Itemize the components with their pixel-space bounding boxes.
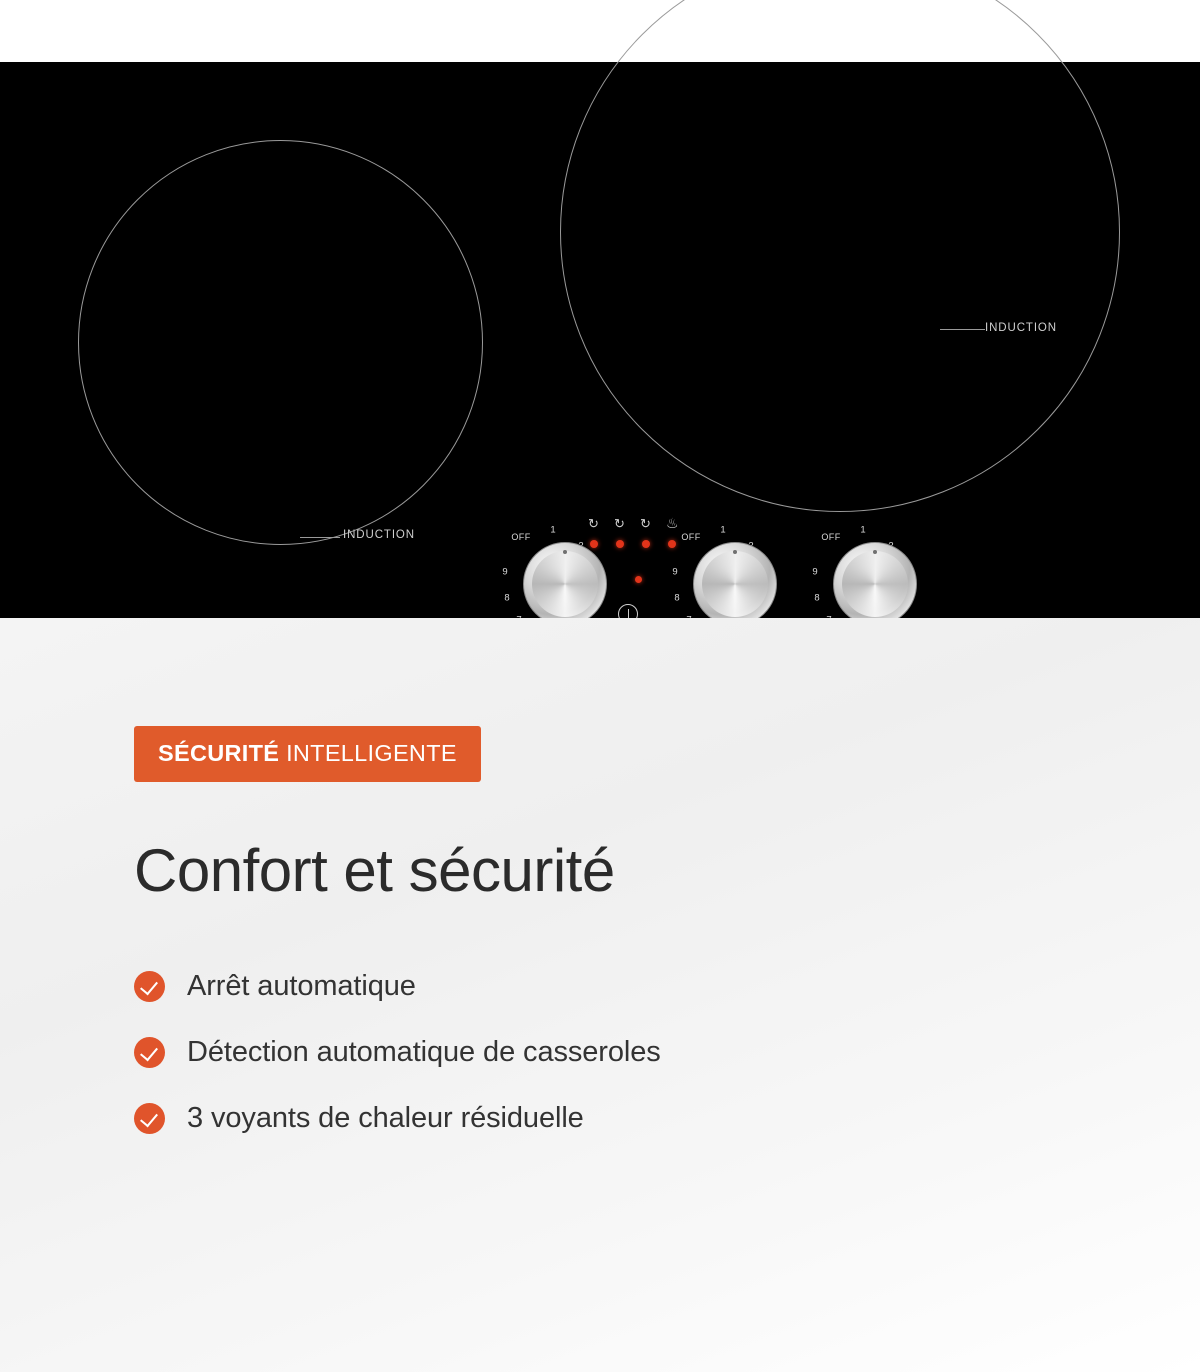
feature-list — [134, 970, 1034, 1168]
feature-label: Détection automatique de casseroles — [187, 1036, 661, 1068]
knob-right-pointer — [873, 550, 877, 554]
knob-left-dial[interactable] — [523, 542, 607, 626]
section-badge — [134, 726, 481, 782]
induction-zone-right — [560, 0, 1120, 512]
product-photo-panel — [0, 62, 1200, 618]
knob-left-tick-1: 1 — [550, 524, 556, 536]
indicator-light-5 — [635, 576, 642, 583]
check-icon — [134, 971, 165, 1002]
loop-icon-3: ↻ — [640, 516, 651, 531]
induction-label-right: INDUCTION — [985, 322, 1057, 334]
knob-right-tick-8: 8 — [814, 592, 820, 604]
feature-label: Arrêt automatique — [187, 970, 416, 1002]
knob-center-off-label: OFF — [681, 532, 701, 542]
knob-center-tick-8: 8 — [674, 592, 680, 604]
page-title: Confort et sécurité — [134, 837, 615, 904]
section-badge-light: INTELLIGENTE — [286, 740, 457, 766]
knob-center-pointer — [733, 550, 737, 554]
knob-right-tick-9: 9 — [812, 566, 818, 578]
indicator-light-3 — [642, 540, 650, 548]
induction-zone-left — [78, 140, 483, 545]
induction-label-left: INDUCTION — [343, 529, 415, 541]
knob-left-tick-9: 9 — [502, 566, 508, 578]
check-icon — [134, 1103, 165, 1134]
knob-right-off-label: OFF — [821, 532, 841, 542]
list-item — [134, 970, 1034, 1003]
section-badge-bold: SÉCURITÉ — [158, 740, 280, 766]
knob-left-tick-8: 8 — [504, 592, 510, 604]
knob-center-dial[interactable] — [693, 542, 777, 626]
feature-text-panel — [0, 618, 1200, 1372]
knob-right-dial[interactable] — [833, 542, 917, 626]
loop-icon-1: ↻ — [588, 516, 599, 531]
knob-center-tick-9: 9 — [672, 566, 678, 578]
residual-heat-icon: ♨ — [666, 515, 679, 531]
list-item — [134, 1102, 1034, 1135]
feature-label: 3 voyants de chaleur résiduelle — [187, 1102, 584, 1134]
knob-right-tick-1: 1 — [860, 524, 866, 536]
list-item — [134, 1036, 1034, 1069]
knob-center-tick-1: 1 — [720, 524, 726, 536]
check-icon — [134, 1037, 165, 1068]
knob-left-off-label: OFF — [511, 532, 531, 542]
loop-icon-2: ↻ — [614, 516, 625, 531]
induction-leader-line-right — [940, 329, 985, 330]
induction-leader-line-left — [300, 537, 340, 538]
knob-left-pointer — [563, 550, 567, 554]
